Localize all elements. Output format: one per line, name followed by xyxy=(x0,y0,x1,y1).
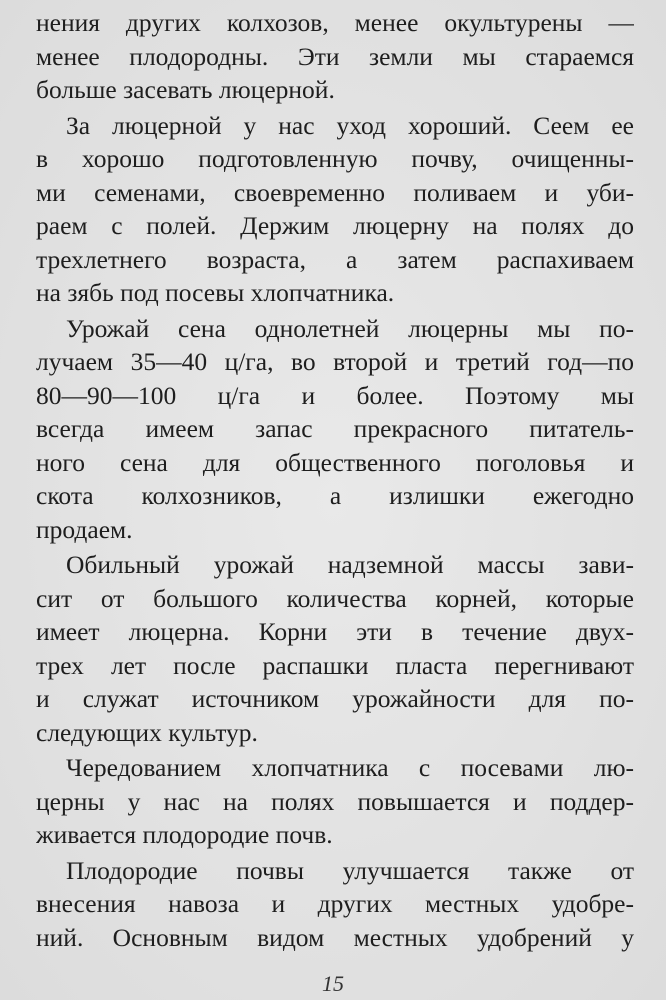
text-line: Урожай сена однолетней люцерны мы по- xyxy=(66,313,634,343)
text-line: трехлетнего возраста, а затем распахиваем xyxy=(36,244,634,274)
text-line: Обильный урожай надземной массы зави- xyxy=(66,550,634,579)
text-line: церны у нас на полях повышается и поддер- xyxy=(36,786,634,816)
paragraph xyxy=(36,854,634,955)
paragraph xyxy=(36,548,634,749)
text-line: продаем. xyxy=(36,514,133,544)
text-line: ми семенами, своевременно поливаем и уби- xyxy=(36,177,634,207)
text-line: живается плодородие почв. xyxy=(36,820,333,849)
page-body-text xyxy=(36,6,634,956)
paragraph xyxy=(36,312,634,547)
text-line: 80—90—100 ц/га и более. Поэтому мы xyxy=(36,380,634,410)
text-line: на зябь под посевы хлопчатника. xyxy=(36,278,395,307)
text-line: менее плодородны. Эти земли мы стараемся xyxy=(36,41,634,71)
text-line: ного сена для общественного поголовья и xyxy=(36,447,634,477)
paragraph xyxy=(36,751,634,852)
text-line: трех лет после распашки пласта перегнивают xyxy=(36,650,634,680)
text-line: больше засевать люцерной. xyxy=(36,75,335,104)
text-line: внесения навоза и других местных удобре- xyxy=(36,889,634,918)
text-line: следующих культур. xyxy=(36,717,258,747)
text-line: в хорошо подготовленную почву, очищенны- xyxy=(36,144,634,173)
paragraph xyxy=(36,109,634,310)
text-line: сит от большого количества корней, которые xyxy=(36,583,634,613)
text-line: и служат источником урожайности для по- xyxy=(36,684,634,713)
text-line: нения других колхозов, менее окультурены — xyxy=(36,8,634,37)
text-line: ний. Основным видом местных удобрений у xyxy=(36,922,634,952)
paragraph xyxy=(36,6,634,107)
text-line: Плодородие почвы улучшается также от xyxy=(66,855,634,885)
page-number: 15 xyxy=(322,971,344,996)
text-line: раем с полей. Держим люцерну на полях до xyxy=(36,211,634,240)
text-line: имеет люцерна. Корни эти в течение двух- xyxy=(36,617,634,646)
text-line: лучаем 35—40 ц/га, во второй и третий год—по xyxy=(36,347,634,376)
text-line: Чередованием хлопчатника с посевами лю- xyxy=(66,753,634,782)
text-line: За люцерной у нас уход хороший. Сеем ее xyxy=(66,110,634,140)
text-line: всегда имеем запас прекрасного питатель- xyxy=(36,414,634,443)
text-line: скота колхозников, а излишки ежегодно xyxy=(36,481,634,510)
